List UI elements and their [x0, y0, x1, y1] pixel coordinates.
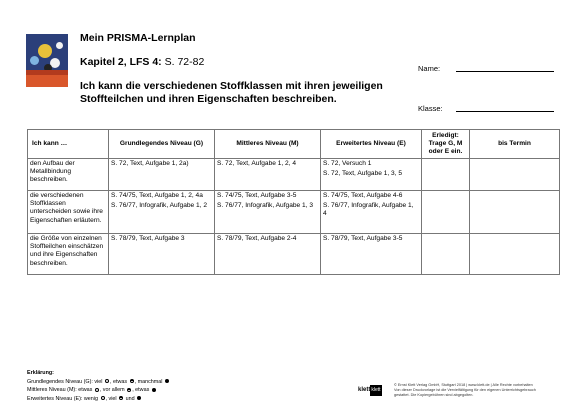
circle-full-icon: [137, 396, 141, 400]
column-header: bis Termin: [470, 130, 560, 159]
task-ref: S. 72, Text, Aufgabe 1, 2, 4: [217, 160, 297, 167]
column-header: Erledigt: Trage G, M oder E ein.: [422, 130, 470, 159]
class-label: Klasse:: [418, 104, 443, 113]
task-ref: S. 72, Text, Aufgabe 1, 3, 5: [323, 170, 403, 178]
date-cell[interactable]: [470, 234, 560, 275]
legend-sep: , etwas: [132, 387, 150, 394]
legend-sep: und: [124, 395, 135, 402]
task-ref: S. 74/75, Text, Aufgabe 3-5: [217, 192, 297, 199]
task-ref: S. 78/79, Text, Aufgabe 3-5: [323, 235, 403, 242]
copyright-notice: [394, 383, 574, 399]
level-m-cell: [215, 159, 321, 191]
legend-sep: , viel: [105, 395, 117, 402]
legend-sep: , etwas: [110, 378, 128, 385]
column-header: Grundlegendes Niveau (G): [109, 130, 215, 159]
done-cell[interactable]: [422, 159, 470, 191]
task-ref: S. 76/77, Infografik, Aufgabe 1, 4: [323, 202, 414, 218]
task-ref: S. 78/79, Text, Aufgabe 2-4: [217, 235, 297, 242]
legend-sep: , manchmal: [134, 378, 163, 385]
task-ref: S. 74/75, Text, Aufgabe 4-6: [323, 192, 403, 199]
book-cover-image: [26, 34, 68, 87]
circle-full-icon: [165, 379, 169, 383]
column-header: Ich kann …: [28, 130, 109, 159]
column-header: Mittleres Niveau (M): [215, 130, 321, 159]
logo-right-text: klett: [370, 385, 382, 396]
circle-half-icon: [130, 379, 134, 383]
done-cell[interactable]: [422, 191, 470, 234]
table-row: [28, 191, 560, 234]
circle-half-icon: [119, 396, 123, 400]
level-m-cell: [215, 191, 321, 234]
table-row: [28, 234, 560, 275]
level-g-cell: [109, 159, 215, 191]
circle-empty-icon: [101, 396, 105, 400]
circle-half-icon: [127, 388, 131, 392]
table-row: [28, 159, 560, 191]
copyright-line: Von dieser Druckvorlage ist die Vervielfältigung für den eigenen Unterrichtsgebrauch: [394, 388, 536, 393]
chapter-label: Kapitel 2, LFS 4:: [80, 56, 162, 68]
legend-title: Erklärung:: [27, 370, 54, 376]
circle-full-icon: [152, 388, 156, 392]
logo-left-text: klett: [358, 387, 371, 393]
date-cell[interactable]: [470, 191, 560, 234]
task-ref: S. 72, Versuch 1: [323, 160, 372, 167]
column-header: Erweitertes Niveau (E): [321, 130, 422, 159]
table-header-row: [28, 130, 560, 159]
legend-text: Mittleres Niveau (M): etwas: [27, 387, 93, 394]
klett-logo: [358, 385, 382, 396]
done-cell[interactable]: [422, 234, 470, 275]
learning-plan-table: [27, 129, 560, 275]
brand-title: Mein PRISMA-Lernplan: [80, 32, 196, 44]
learning-goal: Ich kann die verschiedenen Stoffklassen mit ihren jeweiligen Stoffteilchen und ihren Eigenschaften beschreiben.: [80, 80, 383, 105]
legend-text: Erweitertes Niveau (E): wenig: [27, 395, 99, 402]
legend-line: [27, 378, 170, 387]
class-field-line: [456, 111, 554, 112]
legend: [27, 369, 170, 403]
circle-empty-icon: [95, 388, 99, 392]
name-label: Name:: [418, 64, 441, 73]
legend-line: [27, 395, 170, 404]
chapter-title: [80, 56, 204, 68]
skill-cell: die Größe von einzelnen Stoffteilchen einschätzen und ihre Eigenschaften beschreiben.: [28, 234, 109, 275]
name-field-line: [456, 71, 554, 72]
task-ref: S. 78/79, Text, Aufgabe 3: [111, 235, 185, 242]
skill-cell: die verschiedenen Stoffklassen unterscheiden sowie ihre Eigenschaften erläutern.: [28, 191, 109, 234]
legend-text: Grundlegendes Niveau (G): viel: [27, 378, 103, 385]
date-cell[interactable]: [470, 159, 560, 191]
level-g-cell: [109, 191, 215, 234]
legend-sep: , vor allem: [99, 387, 125, 394]
task-ref: S. 72, Text, Aufgabe 1, 2a): [111, 160, 189, 167]
circle-empty-icon: [105, 379, 109, 383]
skill-cell: den Aufbau der Metallbindung beschreiben.: [28, 159, 109, 191]
level-e-cell: [321, 234, 422, 275]
level-m-cell: [215, 234, 321, 275]
copyright-line: gestattet. Die Kopiergebühren sind abgegolten.: [394, 393, 474, 398]
task-ref: S. 76/77, Infografik, Aufgabe 1, 3: [217, 202, 314, 210]
task-ref: S. 76/77, Infografik, Aufgabe 1, 2: [111, 202, 208, 210]
level-e-cell: [321, 159, 422, 191]
legend-line: [27, 386, 170, 395]
chapter-pages: S. 72-82: [164, 56, 205, 68]
level-g-cell: [109, 234, 215, 275]
level-e-cell: [321, 191, 422, 234]
copyright-line: © Ernst Klett Verlag GmbH, Stuttgart 2018 | www.klett.de | Alle Rechte vorbehalten: [394, 383, 533, 387]
task-ref: S. 74/75, Text, Aufgabe 1, 2, 4a: [111, 192, 203, 199]
